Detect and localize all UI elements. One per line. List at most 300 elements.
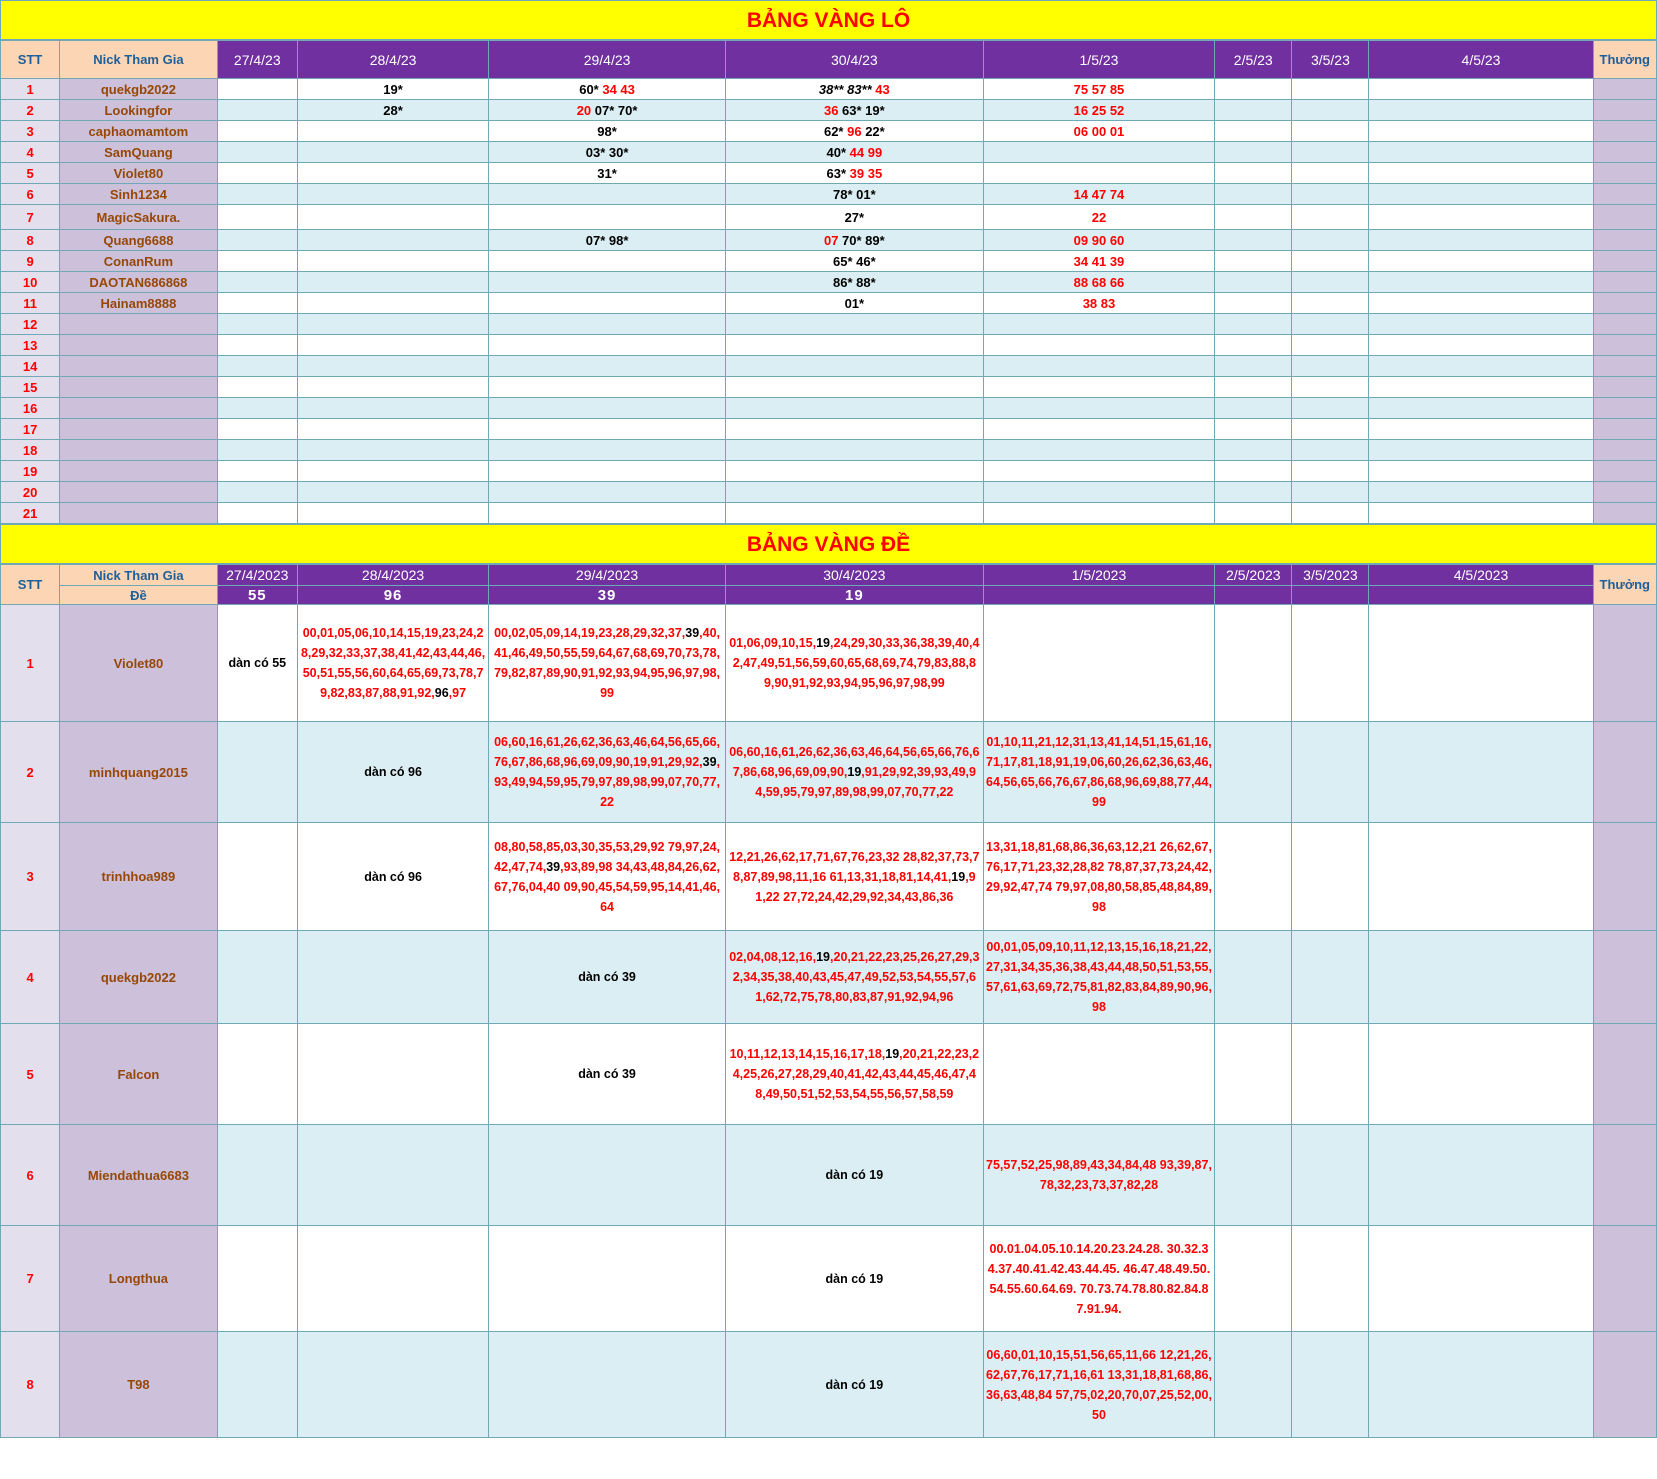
pick-cell[interactable]	[217, 377, 297, 398]
pick-cell[interactable]	[983, 1332, 1214, 1438]
row-nick[interactable]: DAOTAN686868	[60, 272, 217, 293]
pick-cell[interactable]	[725, 79, 983, 100]
pick-cell[interactable]	[489, 503, 726, 524]
pick-cell[interactable]	[217, 121, 297, 142]
pick-cell[interactable]	[1369, 931, 1593, 1024]
pick-cell[interactable]	[1292, 230, 1369, 251]
pick-cell[interactable]	[1292, 251, 1369, 272]
pick-cell[interactable]	[297, 121, 488, 142]
pick-cell[interactable]	[725, 184, 983, 205]
row-nick[interactable]: Longthua	[60, 1226, 217, 1332]
pick-cell[interactable]	[297, 1125, 488, 1226]
pick-cell[interactable]	[217, 272, 297, 293]
pick-cell[interactable]	[1292, 605, 1369, 722]
pick-cell[interactable]	[217, 356, 297, 377]
row-thuong[interactable]	[1593, 205, 1656, 230]
pick-cell[interactable]	[489, 163, 726, 184]
pick-cell[interactable]	[217, 184, 297, 205]
pick-cell[interactable]	[983, 293, 1214, 314]
pick-cell[interactable]	[489, 377, 726, 398]
pick-cell[interactable]	[489, 356, 726, 377]
pick-cell[interactable]	[725, 419, 983, 440]
pick-cell[interactable]	[217, 100, 297, 121]
pick-cell[interactable]	[297, 184, 488, 205]
pick-cell[interactable]	[297, 823, 488, 931]
pick-cell[interactable]	[297, 293, 488, 314]
row-nick[interactable]: trinhhoa989	[60, 823, 217, 931]
pick-cell[interactable]	[297, 461, 488, 482]
row-thuong[interactable]	[1593, 100, 1656, 121]
pick-cell[interactable]	[1369, 398, 1593, 419]
pick-cell[interactable]	[1292, 482, 1369, 503]
pick-cell[interactable]	[725, 1024, 983, 1125]
pick-cell[interactable]	[725, 163, 983, 184]
pick-cell[interactable]	[1369, 293, 1593, 314]
pick-cell[interactable]	[1215, 205, 1292, 230]
row-thuong[interactable]	[1593, 272, 1656, 293]
pick-cell[interactable]	[1292, 931, 1369, 1024]
pick-cell[interactable]	[1292, 1226, 1369, 1332]
pick-cell[interactable]	[217, 1024, 297, 1125]
pick-cell[interactable]	[1369, 377, 1593, 398]
pick-cell[interactable]	[297, 1332, 488, 1438]
pick-cell[interactable]	[1292, 314, 1369, 335]
row-nick[interactable]: MagicSakura.	[60, 205, 217, 230]
pick-cell[interactable]	[489, 314, 726, 335]
row-nick[interactable]	[60, 314, 217, 335]
row-thuong[interactable]	[1593, 1125, 1656, 1226]
pick-cell[interactable]	[1215, 230, 1292, 251]
row-thuong[interactable]	[1593, 419, 1656, 440]
row-nick[interactable]: T98	[60, 1332, 217, 1438]
pick-cell[interactable]	[297, 230, 488, 251]
pick-cell[interactable]	[1292, 356, 1369, 377]
row-thuong[interactable]	[1593, 823, 1656, 931]
pick-cell[interactable]	[983, 377, 1214, 398]
pick-cell[interactable]	[297, 356, 488, 377]
pick-cell[interactable]	[1292, 440, 1369, 461]
row-nick[interactable]: Hainam8888	[60, 293, 217, 314]
pick-cell[interactable]	[217, 205, 297, 230]
pick-cell[interactable]	[1292, 1125, 1369, 1226]
pick-cell[interactable]	[489, 1332, 726, 1438]
pick-cell[interactable]	[983, 314, 1214, 335]
pick-cell[interactable]	[1215, 1332, 1292, 1438]
row-thuong[interactable]	[1593, 461, 1656, 482]
pick-cell[interactable]	[297, 398, 488, 419]
pick-cell[interactable]	[297, 1226, 488, 1332]
pick-cell[interactable]	[725, 377, 983, 398]
pick-cell[interactable]	[489, 335, 726, 356]
pick-cell[interactable]	[217, 1332, 297, 1438]
pick-cell[interactable]	[217, 931, 297, 1024]
pick-cell[interactable]	[489, 440, 726, 461]
row-thuong[interactable]	[1593, 605, 1656, 722]
row-thuong[interactable]	[1593, 184, 1656, 205]
pick-cell[interactable]	[983, 163, 1214, 184]
pick-cell[interactable]	[1215, 419, 1292, 440]
pick-cell[interactable]	[1215, 398, 1292, 419]
row-thuong[interactable]	[1593, 503, 1656, 524]
pick-cell[interactable]	[489, 100, 726, 121]
pick-cell[interactable]	[983, 1125, 1214, 1226]
pick-cell[interactable]	[1369, 163, 1593, 184]
pick-cell[interactable]	[489, 293, 726, 314]
row-thuong[interactable]	[1593, 440, 1656, 461]
pick-cell[interactable]	[1215, 482, 1292, 503]
pick-cell[interactable]	[1369, 272, 1593, 293]
pick-cell[interactable]	[1292, 163, 1369, 184]
pick-cell[interactable]	[217, 293, 297, 314]
pick-cell[interactable]	[489, 272, 726, 293]
row-thuong[interactable]	[1593, 314, 1656, 335]
pick-cell[interactable]	[297, 205, 488, 230]
pick-cell[interactable]	[297, 163, 488, 184]
pick-cell[interactable]	[725, 230, 983, 251]
pick-cell[interactable]	[489, 461, 726, 482]
pick-cell[interactable]	[217, 605, 297, 722]
pick-cell[interactable]	[725, 461, 983, 482]
pick-cell[interactable]	[983, 440, 1214, 461]
pick-cell[interactable]	[297, 503, 488, 524]
pick-cell[interactable]	[1215, 251, 1292, 272]
pick-cell[interactable]	[1292, 377, 1369, 398]
pick-cell[interactable]	[1292, 272, 1369, 293]
pick-cell[interactable]	[983, 605, 1214, 722]
pick-cell[interactable]	[1215, 142, 1292, 163]
pick-cell[interactable]	[983, 398, 1214, 419]
pick-cell[interactable]	[1369, 230, 1593, 251]
pick-cell[interactable]	[983, 722, 1214, 823]
pick-cell[interactable]	[217, 440, 297, 461]
pick-cell[interactable]	[983, 482, 1214, 503]
row-thuong[interactable]	[1593, 251, 1656, 272]
pick-cell[interactable]	[983, 503, 1214, 524]
pick-number: 19	[847, 765, 862, 779]
pick-cell[interactable]	[297, 79, 488, 100]
pick-cell[interactable]	[1369, 461, 1593, 482]
pick-cell[interactable]	[489, 823, 726, 931]
pick-cell[interactable]	[725, 823, 983, 931]
pick-cell[interactable]	[297, 1024, 488, 1125]
pick-cell[interactable]	[1369, 482, 1593, 503]
pick-cell[interactable]	[1292, 184, 1369, 205]
pick-cell[interactable]	[725, 398, 983, 419]
pick-cell[interactable]	[1369, 1125, 1593, 1226]
pick-cell[interactable]	[1369, 823, 1593, 931]
pick-cell[interactable]	[983, 251, 1214, 272]
pick-cell[interactable]	[725, 722, 983, 823]
pick-cell[interactable]	[983, 335, 1214, 356]
pick-cell[interactable]	[217, 314, 297, 335]
pick-cell[interactable]	[217, 230, 297, 251]
pick-cell[interactable]	[297, 251, 488, 272]
pick-cell[interactable]	[983, 121, 1214, 142]
pick-cell[interactable]	[983, 272, 1214, 293]
pick-cell[interactable]	[1369, 605, 1593, 722]
row-thuong[interactable]	[1593, 293, 1656, 314]
pick-cell[interactable]	[217, 163, 297, 184]
pick-cell[interactable]	[217, 142, 297, 163]
row-stt: 10	[1, 272, 60, 293]
pick-cell[interactable]	[725, 293, 983, 314]
row-thuong[interactable]	[1593, 230, 1656, 251]
row-nick[interactable]	[60, 377, 217, 398]
pick-cell[interactable]	[725, 440, 983, 461]
row-nick[interactable]	[60, 335, 217, 356]
pick-number: 01*	[844, 295, 865, 311]
pick-cell[interactable]	[1215, 335, 1292, 356]
de-result: 55	[217, 586, 297, 605]
pick-cell[interactable]	[1369, 121, 1593, 142]
row-thuong[interactable]	[1593, 335, 1656, 356]
pick-cell[interactable]	[489, 1024, 726, 1125]
pick-cell[interactable]	[297, 272, 488, 293]
pick-cell[interactable]	[1215, 503, 1292, 524]
pick-cell[interactable]	[1215, 931, 1292, 1024]
de-table-row	[1, 823, 1657, 931]
pick-cell[interactable]	[1292, 335, 1369, 356]
row-nick[interactable]: Falcon	[60, 1024, 217, 1125]
pick-cell[interactable]	[1215, 461, 1292, 482]
pick-cell[interactable]	[1369, 251, 1593, 272]
pick-cell[interactable]	[983, 100, 1214, 121]
pick-cell[interactable]	[1369, 419, 1593, 440]
pick-number: 38 83	[1082, 295, 1116, 311]
row-thuong[interactable]	[1593, 1024, 1656, 1125]
pick-cell[interactable]	[1292, 293, 1369, 314]
row-nick[interactable]: Violet80	[60, 163, 217, 184]
row-nick[interactable]	[60, 440, 217, 461]
pick-cell[interactable]	[489, 184, 726, 205]
pick-cell[interactable]	[489, 79, 726, 100]
pick-cell[interactable]	[217, 335, 297, 356]
pick-cell[interactable]	[489, 419, 726, 440]
pick-cell[interactable]	[1215, 100, 1292, 121]
pick-cell[interactable]	[725, 356, 983, 377]
pick-cell[interactable]	[1215, 163, 1292, 184]
pick-cell[interactable]	[489, 1125, 726, 1226]
pick-cell[interactable]	[217, 251, 297, 272]
row-thuong[interactable]	[1593, 398, 1656, 419]
pick-cell[interactable]	[725, 503, 983, 524]
row-thuong[interactable]	[1593, 377, 1656, 398]
pick-cell[interactable]	[1292, 1332, 1369, 1438]
row-thuong[interactable]	[1593, 722, 1656, 823]
pick-cell[interactable]	[1369, 440, 1593, 461]
row-nick[interactable]	[60, 503, 217, 524]
row-nick[interactable]: Miendathua6683	[60, 1125, 217, 1226]
row-nick[interactable]: quekgb2022	[60, 931, 217, 1024]
row-nick[interactable]	[60, 356, 217, 377]
pick-cell[interactable]	[489, 1226, 726, 1332]
row-thuong[interactable]	[1593, 163, 1656, 184]
pick-cell[interactable]	[297, 314, 488, 335]
pick-cell[interactable]	[1292, 503, 1369, 524]
pick-cell[interactable]	[1292, 419, 1369, 440]
pick-cell[interactable]	[217, 503, 297, 524]
pick-cell[interactable]	[1369, 356, 1593, 377]
pick-cell[interactable]	[297, 335, 488, 356]
row-nick[interactable]	[60, 398, 217, 419]
pick-cell[interactable]	[1215, 823, 1292, 931]
pick-cell[interactable]	[1292, 398, 1369, 419]
pick-cell[interactable]	[983, 184, 1214, 205]
pick-cell[interactable]	[983, 1226, 1214, 1332]
row-nick[interactable]	[60, 482, 217, 503]
pick-cell[interactable]	[1369, 79, 1593, 100]
pick-cell[interactable]	[1369, 503, 1593, 524]
pick-cell[interactable]	[297, 931, 488, 1024]
pick-cell[interactable]	[983, 1024, 1214, 1125]
pick-cell[interactable]	[1369, 1024, 1593, 1125]
pick-cell[interactable]	[983, 79, 1214, 100]
row-thuong[interactable]	[1593, 1332, 1656, 1438]
pick-cell[interactable]	[1215, 377, 1292, 398]
pick-cell[interactable]	[297, 419, 488, 440]
row-nick[interactable]: Violet80	[60, 605, 217, 722]
pick-cell[interactable]	[1215, 79, 1292, 100]
row-thuong[interactable]	[1593, 121, 1656, 142]
pick-cell[interactable]	[725, 1226, 983, 1332]
row-thuong[interactable]	[1593, 142, 1656, 163]
pick-cell[interactable]	[725, 314, 983, 335]
pick-cell[interactable]	[489, 230, 726, 251]
row-thuong[interactable]	[1593, 356, 1656, 377]
pick-cell[interactable]	[1215, 440, 1292, 461]
pick-cell[interactable]	[983, 823, 1214, 931]
row-thuong[interactable]	[1593, 1226, 1656, 1332]
pick-cell[interactable]	[983, 142, 1214, 163]
pick-cell[interactable]	[1215, 293, 1292, 314]
pick-cell[interactable]	[217, 79, 297, 100]
pick-cell[interactable]	[297, 142, 488, 163]
pick-cell[interactable]	[1215, 356, 1292, 377]
pick-cell[interactable]	[217, 1226, 297, 1332]
pick-cell[interactable]	[725, 121, 983, 142]
pick-cell[interactable]	[1292, 100, 1369, 121]
pick-cell[interactable]	[217, 823, 297, 931]
pick-cell[interactable]	[1369, 184, 1593, 205]
pick-cell[interactable]	[1369, 100, 1593, 121]
pick-cell[interactable]	[489, 142, 726, 163]
pick-cell[interactable]	[489, 605, 726, 722]
pick-cell[interactable]	[1215, 184, 1292, 205]
pick-cell[interactable]	[725, 205, 983, 230]
pick-cell[interactable]	[1215, 1125, 1292, 1226]
row-thuong[interactable]	[1593, 931, 1656, 1024]
row-nick[interactable]: ConanRum	[60, 251, 217, 272]
pick-cell[interactable]	[1292, 1024, 1369, 1125]
pick-cell[interactable]	[489, 482, 726, 503]
row-nick[interactable]: Sinh1234	[60, 184, 217, 205]
pick-cell[interactable]	[1369, 205, 1593, 230]
pick-cell[interactable]	[1369, 1332, 1593, 1438]
pick-cell[interactable]	[725, 251, 983, 272]
row-thuong[interactable]	[1593, 79, 1656, 100]
pick-cell[interactable]	[1292, 121, 1369, 142]
pick-cell[interactable]	[489, 722, 726, 823]
row-nick[interactable]	[60, 419, 217, 440]
pick-number: 06,60,16,61,26,62,36,63,46,64,56,65,66,76,67,86,68,96,69,09,90,	[729, 745, 980, 779]
pick-cell[interactable]	[489, 121, 726, 142]
pick-cell[interactable]	[725, 605, 983, 722]
pick-cell[interactable]	[1215, 1226, 1292, 1332]
pick-cell[interactable]	[489, 251, 726, 272]
pick-cell[interactable]	[297, 100, 488, 121]
row-nick[interactable]	[60, 461, 217, 482]
row-nick[interactable]: caphaomamtom	[60, 121, 217, 142]
pick-cell[interactable]	[725, 1332, 983, 1438]
pick-cell[interactable]	[983, 931, 1214, 1024]
pick-cell[interactable]	[1215, 605, 1292, 722]
lo-header-date: 3/5/23	[1292, 41, 1369, 79]
row-nick[interactable]: minhquang2015	[60, 722, 217, 823]
pick-cell[interactable]	[1215, 1024, 1292, 1125]
pick-cell[interactable]	[489, 398, 726, 419]
pick-cell[interactable]	[1369, 1226, 1593, 1332]
pick-cell[interactable]	[1215, 121, 1292, 142]
pick-cell[interactable]	[1215, 722, 1292, 823]
pick-cell[interactable]	[217, 398, 297, 419]
pick-cell[interactable]	[1292, 142, 1369, 163]
row-thuong[interactable]	[1593, 482, 1656, 503]
pick-cell[interactable]	[1215, 314, 1292, 335]
pick-cell[interactable]	[297, 605, 488, 722]
pick-cell[interactable]	[297, 722, 488, 823]
pick-cell[interactable]	[983, 356, 1214, 377]
pick-cell[interactable]	[725, 142, 983, 163]
pick-cell[interactable]	[725, 931, 983, 1024]
pick-cell[interactable]	[1369, 142, 1593, 163]
pick-cell[interactable]	[489, 205, 726, 230]
pick-cell[interactable]	[217, 482, 297, 503]
pick-cell[interactable]	[1369, 722, 1593, 823]
pick-cell[interactable]	[725, 482, 983, 503]
pick-cell[interactable]	[217, 419, 297, 440]
pick-cell[interactable]	[1292, 205, 1369, 230]
row-stt: 17	[1, 419, 60, 440]
pick-cell[interactable]	[217, 1125, 297, 1226]
pick-cell[interactable]	[297, 440, 488, 461]
pick-cell[interactable]	[217, 461, 297, 482]
pick-cell[interactable]	[297, 482, 488, 503]
pick-cell[interactable]	[1292, 722, 1369, 823]
pick-cell[interactable]	[1215, 272, 1292, 293]
pick-cell[interactable]	[725, 1125, 983, 1226]
pick-cell[interactable]	[983, 230, 1214, 251]
pick-cell[interactable]	[1369, 314, 1593, 335]
pick-cell[interactable]	[489, 931, 726, 1024]
pick-cell[interactable]	[983, 205, 1214, 230]
row-nick[interactable]: Quang6688	[60, 230, 217, 251]
pick-cell[interactable]	[1292, 823, 1369, 931]
pick-cell[interactable]	[725, 335, 983, 356]
pick-cell[interactable]	[1369, 335, 1593, 356]
pick-cell[interactable]	[725, 100, 983, 121]
pick-cell[interactable]	[983, 419, 1214, 440]
pick-cell[interactable]	[983, 461, 1214, 482]
pick-cell[interactable]	[297, 377, 488, 398]
row-nick[interactable]: Lookingfor	[60, 100, 217, 121]
pick-cell[interactable]	[725, 272, 983, 293]
pick-cell[interactable]	[1292, 79, 1369, 100]
pick-cell[interactable]	[1292, 461, 1369, 482]
pick-cell[interactable]	[217, 722, 297, 823]
row-nick[interactable]: SamQuang	[60, 142, 217, 163]
row-nick[interactable]: quekgb2022	[60, 79, 217, 100]
pick-number: dàn có 19	[825, 1168, 884, 1182]
